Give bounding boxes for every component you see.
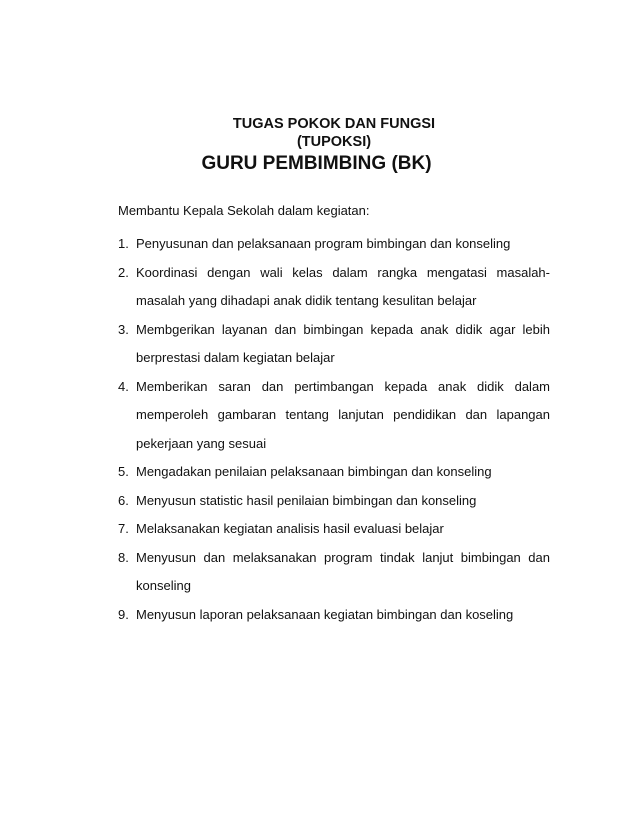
item-text: Koordinasi dengan wali kelas dalam rangka mengatasi masalah-: [136, 264, 550, 280]
item-number: 8.: [118, 549, 129, 565]
list-item: [118, 515, 550, 544]
task-list: [118, 230, 550, 629]
item-text: Menyusun laporan pelaksanaan kegiatan bimbingan dan koseling: [136, 606, 514, 622]
heading-line-2: (TUPOKSI): [296, 134, 372, 150]
item-text: masalah yang dihadapi anak didik tentang kesulitan belajar: [136, 293, 477, 308]
item-text: Membgerikan layanan dan bimbingan kepada anak didik agar lebih: [136, 321, 550, 337]
list-item: [118, 373, 550, 459]
document-header: [0, 115, 638, 177]
list-item: [118, 601, 550, 630]
item-text: Menyusun statistic hasil penilaian bimbingan dan konseling: [136, 492, 477, 508]
list-item: [118, 316, 550, 373]
list-item: [118, 544, 550, 601]
item-text: Melaksanakan kegiatan analisis hasil evaluasi belajar: [136, 521, 444, 536]
heading-line-1: TUGAS POKOK DAN FUNGSI: [232, 116, 436, 132]
item-number: 1.: [118, 236, 129, 251]
heading-line-3: GURU PEMBIMBING (BK): [201, 153, 432, 174]
list-item: [118, 259, 550, 316]
list-item: [118, 487, 550, 516]
item-text: berprestasi dalam kegiatan belajar: [136, 350, 335, 365]
item-text: Menyusun dan melaksanakan program tindak lanjut bimbingan dan: [136, 549, 550, 565]
list-item: [118, 458, 550, 487]
item-text: Penyusunan dan pelaksanaan program bimbingan dan konseling: [136, 236, 511, 251]
item-number: 4.: [118, 378, 129, 394]
item-number: 6.: [118, 492, 129, 508]
item-text: konseling: [136, 578, 191, 593]
item-text: Memberikan saran dan pertimbangan kepada anak didik dalam: [136, 378, 550, 394]
item-number: 3.: [118, 321, 129, 337]
item-text: memperoleh gambaran tentang lanjutan pendidikan dan lapangan: [136, 407, 550, 422]
list-item: [118, 230, 550, 259]
item-number: 7.: [118, 521, 129, 536]
item-text: Mengadakan penilaian pelaksanaan bimbingan dan konseling: [136, 464, 492, 479]
item-number: 2.: [118, 264, 129, 280]
item-number: 5.: [118, 464, 129, 479]
intro-text: Membantu Kepala Sekolah dalam kegiatan:: [118, 203, 370, 218]
item-text: pekerjaan yang sesuai: [136, 435, 267, 451]
item-number: 9.: [118, 606, 129, 622]
